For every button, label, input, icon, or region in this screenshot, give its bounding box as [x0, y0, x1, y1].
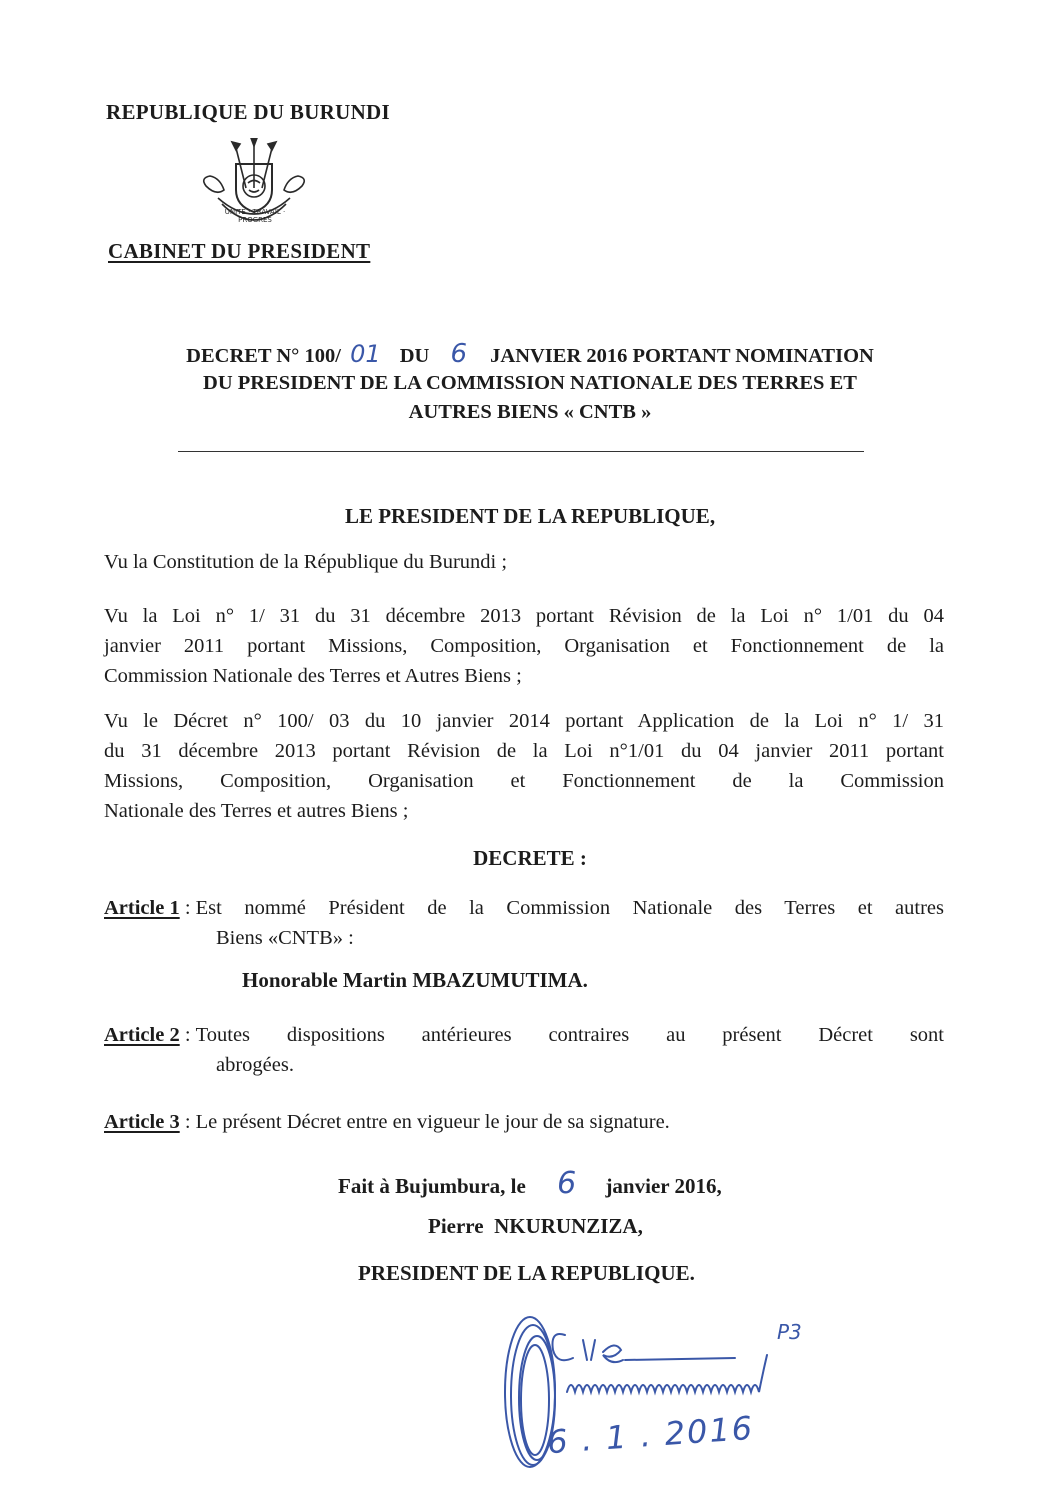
vu-loi-paragraph — [104, 601, 944, 691]
decree-title-prefix: DECRET N° 100/ — [186, 345, 341, 367]
vu-loi-line: Commission Nationale des Terres et Autres Biens ; — [104, 665, 522, 687]
decree-number-handwritten: 01 — [350, 340, 381, 368]
article-3-text: Le présent Décret entre en vigueur le jour de sa signature. — [195, 1111, 670, 1133]
article-3 — [104, 1107, 944, 1137]
vu-decret-line: Missions, Composition, Organisation et Fonctionnement de la Commission — [104, 770, 944, 792]
decrete-heading: DECRETE : — [473, 846, 587, 870]
article-1 — [104, 893, 944, 953]
date-suffix: janvier 2016, — [605, 1174, 722, 1198]
title-divider — [178, 451, 864, 452]
article-1-text: Est nommé Président de la Commission Nationale des Terres et autres — [195, 897, 944, 919]
article-1-label: Article 1 — [104, 897, 180, 919]
decree-title-du: DU — [399, 345, 430, 367]
article-2-label: Article 2 — [104, 1024, 180, 1046]
vu-decret-line: Nationale des Terres et autres Biens ; — [104, 800, 409, 822]
article-1-text-cont: Biens «CNTB» : — [216, 927, 354, 949]
decree-title-line2: DU PRESIDENT DE LA COMMISSION NATIONALE DES TERRES ET — [203, 372, 857, 394]
decree-title-rest: JANVIER 2016 PORTANT NOMINATION — [490, 345, 874, 367]
place-prefix: Fait à Bujumbura, le — [338, 1174, 526, 1198]
coat-of-arms-emblem — [196, 138, 312, 234]
article-2-sep: : — [179, 1024, 196, 1046]
vu-loi-line: Vu la Loi n° 1/ 31 du 31 décembre 2013 portant Révision de la Loi n° 1/01 du 04 — [104, 605, 944, 627]
signatory-title: PRESIDENT DE LA REPUBLIQUE. — [358, 1261, 695, 1285]
vu-decret-line: Vu le Décret n° 100/ 03 du 10 janvier 2014 portant Application de la Loi n° 1/ 31 — [104, 710, 944, 732]
signature-date: 6 . 1 . 2016 — [545, 1408, 756, 1462]
vu-decret-line: du 31 décembre 2013 portant Révision de la Loi n°1/01 du 04 janvier 2011 portant — [104, 740, 944, 762]
vu-decret-paragraph — [104, 706, 944, 826]
vu-constitution: Vu la Constitution de la République du Burundi ; — [104, 551, 508, 573]
country-heading: REPUBLIQUE DU BURUNDI — [106, 100, 390, 124]
handwritten-signature — [495, 1300, 825, 1490]
president-heading: LE PRESIDENT DE LA REPUBLIQUE, — [344, 504, 716, 528]
article-2-text: Toutes dispositions antérieures contraires au présent Décret sont — [195, 1024, 944, 1046]
place-date-line — [338, 1166, 722, 1201]
closing-day-handwritten: 6 — [557, 1166, 577, 1201]
appointee-name: Honorable Martin MBAZUMUTIMA. — [242, 968, 588, 992]
emblem-motto: UNITE · TRAVAIL · PROGRES — [224, 208, 286, 224]
cabinet-heading: CABINET DU PRESIDENT — [108, 239, 371, 263]
signatory-name: Pierre NKURUNZIZA, — [428, 1214, 643, 1238]
article-3-label: Article 3 — [104, 1111, 180, 1133]
article-1-sep: : — [179, 897, 196, 919]
article-2 — [104, 1020, 944, 1080]
decree-day-handwritten: 6 — [450, 339, 468, 369]
vu-loi-line: janvier 2011 portant Missions, Composition, Organisation et Fonctionnement de la — [104, 635, 944, 657]
decree-title-line3: AUTRES BIENS « CNTB » — [408, 401, 652, 423]
decree-title-line1 — [104, 340, 956, 371]
article-2-text-cont: abrogées. — [216, 1054, 294, 1076]
signature-initials: P3 — [777, 1320, 802, 1344]
article-3-sep: : — [179, 1111, 196, 1133]
